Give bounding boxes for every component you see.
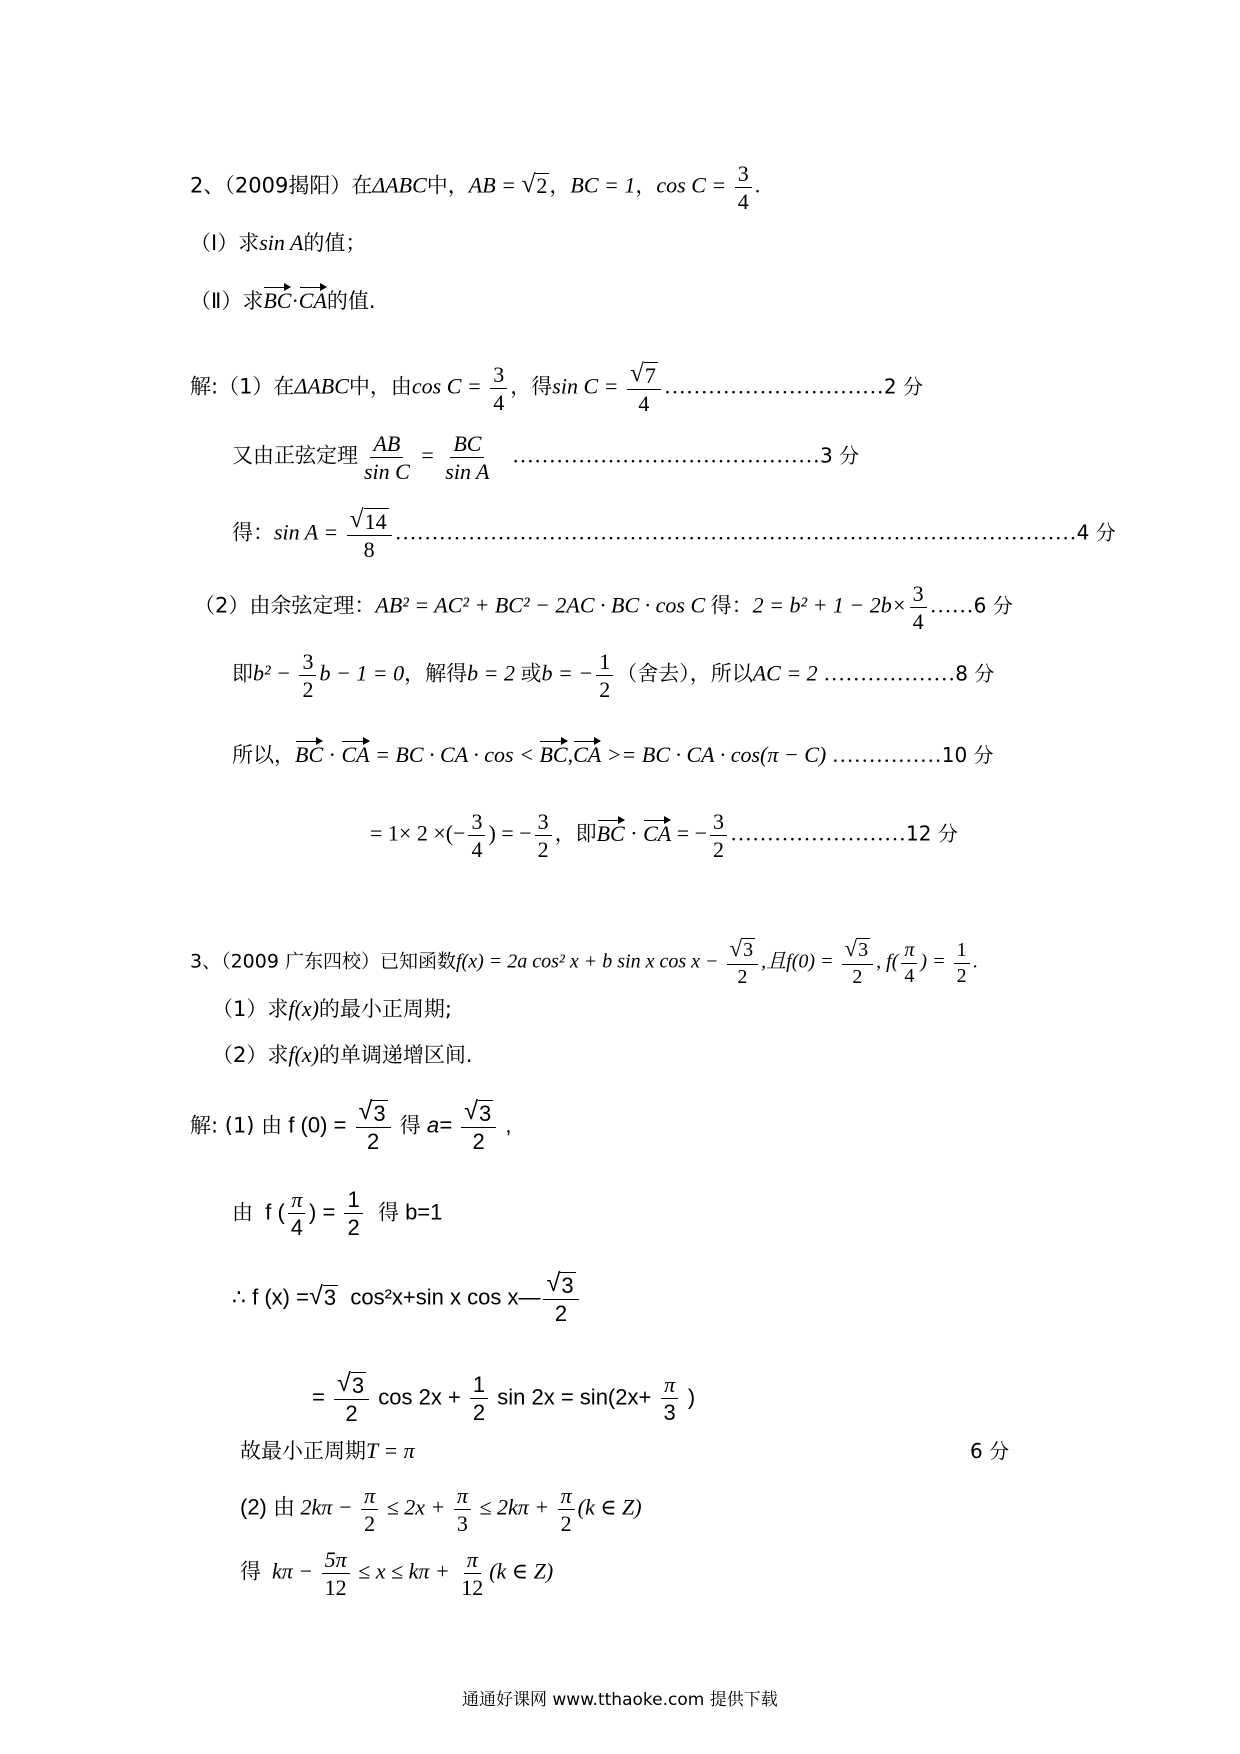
solution-2-line-3: 得：sin A = √ 14 8 …………………………………………………………………………………4 分	[232, 505, 1116, 563]
vector-ca: CA	[341, 742, 370, 767]
solution-3-line-1: 解: (1) 由 f (0) = √ 3 2 得 a= √ 3 2 ,	[190, 1097, 512, 1155]
fraction: $\frac{AB}{\text{sin C}}$	[364, 431, 410, 485]
fraction: $\frac{\pi}{3}$	[454, 1484, 471, 1535]
solution-3-score-6	[970, 1440, 1009, 1462]
vector-ca: CA	[298, 288, 327, 313]
fraction: √ 14 8	[347, 508, 392, 561]
fraction: $\frac{1}{2}$	[596, 650, 613, 701]
fraction: $\frac{\pi}{3}$	[660, 1373, 678, 1424]
vector-bc: BC	[596, 820, 625, 846]
solution-2-line-6: 所以，BC · CA = BC · CA · cos < BC,CA >= BC · CA · cos(π − C) ……………10 分	[232, 742, 994, 767]
score-mark: 12 分	[906, 821, 958, 846]
score-mark: 6 分	[970, 1439, 1010, 1463]
problem-3-question-1: （1）求f(x)的最小正周期;	[212, 996, 452, 1021]
fraction: $\frac{\pi}{12}$	[461, 1547, 484, 1601]
fraction: √ 3 2	[727, 938, 759, 988]
score-mark: 4 分	[1076, 520, 1116, 545]
solution-3-line-2: 由 f ( $\frac{\pi}{4}$ ) = $\frac{1}{2}$ 得 b=1	[232, 1187, 443, 1241]
vector-ca: CA	[573, 742, 602, 767]
fraction: $\frac{\pi}{2}$	[558, 1484, 575, 1535]
fraction: $\frac{\pi}{2}$	[361, 1484, 378, 1535]
fraction: $\frac{1}{2}$	[954, 940, 970, 987]
solution-3-line-5: 故最小正周期T = π	[240, 1438, 415, 1463]
fraction: $\frac{3}{4}$	[735, 162, 752, 213]
page-footer: 通通好课网 www.tthaoke.com 提供下载	[462, 1690, 778, 1710]
fraction: $\frac{1}{2}$	[470, 1373, 488, 1424]
fraction: √ 3 2	[842, 938, 874, 988]
fraction: $\frac{\pi}{4}$	[901, 940, 917, 987]
sqrt-2: √ 2	[521, 169, 548, 198]
solution-2-line-5: 即b² − $\frac{3}{2}$ b − 1 = 0，解得b = 2 或b = − $\frac{1}{2}$ （舍去），所以AC = 2 ………………8 分	[232, 649, 995, 703]
score-mark: 6 分	[973, 593, 1013, 618]
solution-2-line-2: 又由正弦定理 $\frac{AB}{\text{sin C}}$ = $\frac{BC}{\text{sin A}}$ ……………………………………3 分	[232, 431, 860, 485]
solution-3-line-6: (2) 由 2kπ − $\frac{\pi}{2}$ ≤ 2x + $\frac{\pi}{3}$ ≤ 2kπ + $\frac{\pi}{2}$ (k ∈ Z)	[240, 1483, 642, 1537]
score-mark: 8 分	[955, 661, 995, 686]
fraction: $\frac{1}{2}$	[344, 1188, 362, 1239]
score-mark: 2 分	[883, 374, 923, 399]
score-mark: 3 分	[820, 443, 860, 468]
fraction: √ 3 2	[356, 1100, 391, 1153]
solution-3-line-4: = √ 3 2 cos 2x + $\frac{1}{2}$ sin 2x = sin(2x+ $\frac{\pi}{3}$ )	[312, 1369, 696, 1427]
therefore-symbol: ∴	[232, 1284, 246, 1310]
problem-2-question-2: （Ⅱ）求BC·CA的值.	[190, 288, 376, 313]
fraction: $\frac{3}{4}$	[910, 582, 927, 633]
problem-2-question-1: （Ⅰ）求sin A的值；	[190, 230, 367, 255]
solution-2-line-7: = 1× 2 ×(− $\frac{3}{4}$ ) = − $\frac{3}{2}$ ，即BC · CA = − $\frac{3}{2}$ ……………………12 分	[370, 809, 958, 863]
fraction: √ 3 2	[543, 1272, 578, 1325]
problem-2-statement: 2、（2009揭阳）在ΔABC中，AB = √ 2 ，BC = 1，cos C = $\frac{3}{4}$ .	[190, 161, 761, 215]
fraction: $\frac{5\pi}{12}$	[322, 1548, 350, 1599]
solution-2-line-1: 解:（1）在ΔABC中，由cos C = $\frac{3}{4}$ ，得sin C = √ 7 4 …………………………2 分	[190, 359, 923, 417]
vector-bc: BC	[295, 742, 324, 767]
fraction: √ 7 4	[627, 362, 661, 415]
solution-3-line-3: ∴ f (x) = √ 3 cos²x+sin x cos x— √ 3 2	[232, 1272, 582, 1325]
score-mark: 10 分	[941, 743, 994, 767]
problem-3-question-2: （2）求f(x)的单调递增区间.	[212, 1042, 473, 1067]
solution-3-line-7: 得 kπ − $\frac{5\pi}{12}$ ≤ x ≤ kπ + $\frac{\pi}{12}$ (k ∈ Z)	[240, 1547, 554, 1601]
fraction: $\frac{3}{4}$	[490, 363, 507, 414]
fraction: $\frac{\pi}{4}$	[288, 1188, 306, 1239]
solution-2-line-4: （2）由余弦定理：AB² = AC² + BC² − 2AC · BC · cos C 得：2 = b² + 1 − 2b× $\frac{3}{4}$ ……6 分	[194, 581, 1013, 635]
problem-3-statement: 3、（2009 广东四校）已知函数f(x) = 2a cos² x + b sin x cos x − √ 3 2 ,且f(0) = √ 3 2 , f( $\frac{\pi}{4}$ ) = $\frac{1}{2}$ .	[190, 936, 978, 988]
fraction: $\frac{3}{2}$	[710, 810, 727, 861]
vector-ca: CA	[643, 820, 672, 846]
fraction: $\frac{BC}{\text{sin A}}$	[445, 431, 490, 485]
fraction: $\frac{3}{2}$	[299, 650, 316, 701]
fraction: $\frac{3}{2}$	[535, 810, 552, 861]
vector-bc: BC	[263, 288, 292, 313]
fraction: √ 3 2	[334, 1372, 369, 1425]
vector-bc: BC	[539, 742, 568, 767]
fraction: $\frac{3}{4}$	[468, 810, 485, 861]
fraction: √ 3 2	[461, 1100, 496, 1153]
